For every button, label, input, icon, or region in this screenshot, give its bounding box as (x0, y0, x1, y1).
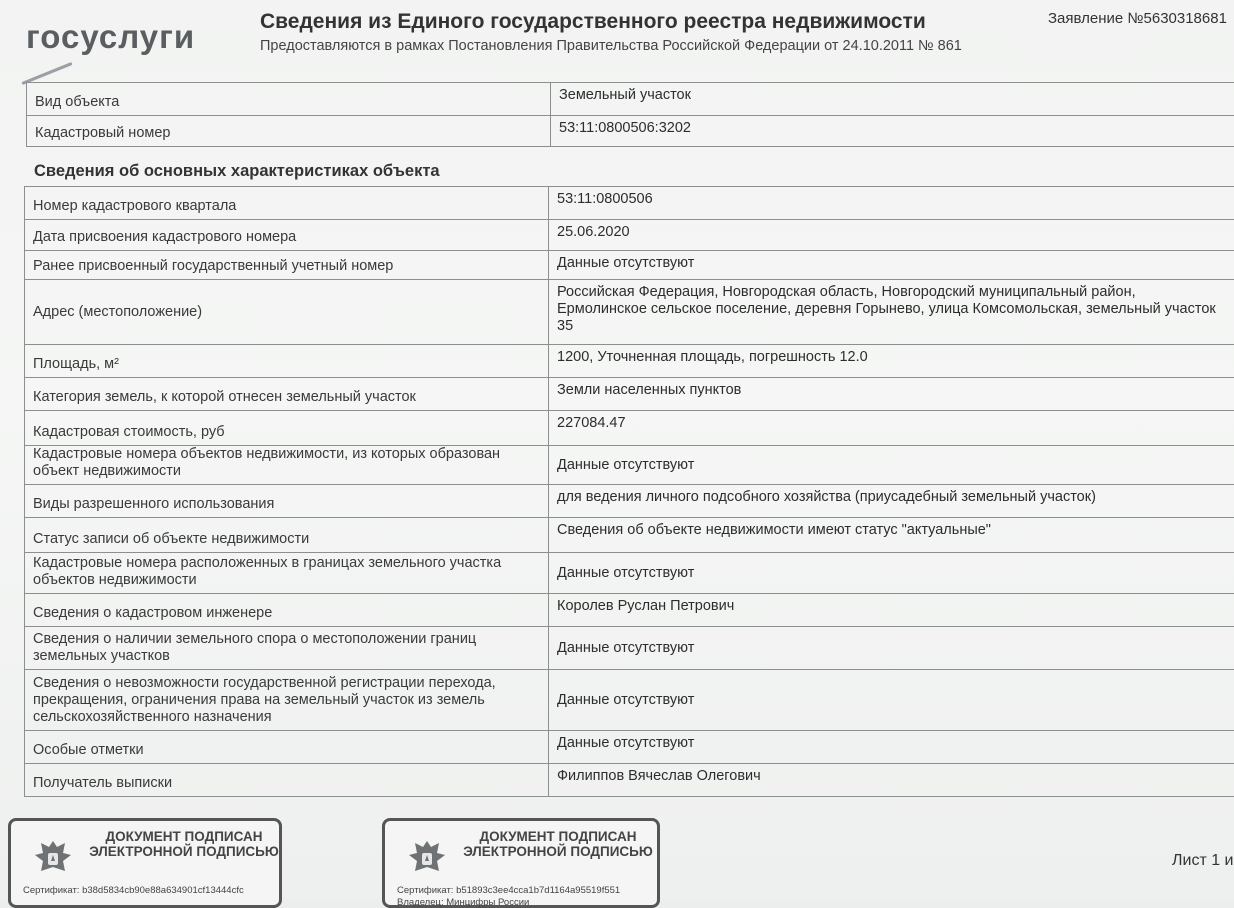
row-label: Статус записи об объекте недвижимости (25, 518, 549, 552)
table-row (25, 731, 1234, 764)
row-label: Виды разрешенного использования (25, 485, 549, 517)
row-label: Получатель выписки (25, 764, 549, 796)
stamp-certificate: Сертификат: b38d5834cb90e88a634901cf13444cfc (23, 885, 244, 896)
characteristics-table (24, 186, 1234, 797)
table-row (25, 280, 1234, 345)
row-value: Данные отсутствуют (557, 255, 695, 271)
stamp-owner: Владелец: Минцифры России (397, 897, 530, 908)
row-value: 53:11:0800506:3202 (559, 120, 691, 136)
document-title: Сведения из Единого государственного реестра недвижимости (260, 10, 926, 33)
row-label: Особые отметки (25, 731, 549, 763)
row-label: Кадастровый номер (27, 116, 551, 146)
table-row (27, 116, 1234, 147)
object-table (26, 82, 1234, 147)
row-value: 53:11:0800506 (557, 191, 653, 207)
row-label: Ранее присвоенный государственный учетный номер (25, 251, 549, 279)
stamp-certificate: Сертификат: b51893c3ee4cca1b7d1164a95519f551 (397, 885, 621, 896)
coat-of-arms-icon (29, 835, 77, 883)
table-row (25, 764, 1234, 797)
table-row (25, 670, 1234, 731)
table-row (25, 251, 1234, 280)
document-subtitle: Предоставляются в рамках Постановления Правительства Российской Федерации от 24.10.2011 № 861 (260, 38, 962, 54)
table-row (25, 594, 1234, 627)
table-row (25, 553, 1234, 594)
row-value: Данные отсутствуют (557, 639, 695, 656)
row-value: Данные отсутствуют (557, 456, 695, 473)
row-value: Данные отсутствуют (557, 735, 695, 751)
sheet-number: Лист 1 и (1172, 852, 1234, 869)
row-value: Данные отсутствуют (557, 564, 695, 581)
table-row (25, 518, 1234, 553)
row-value: Российская Федерация, Новгородская область, Новгородский муниципальный район, Ермолинское сельское поселение, деревня Горынево, улица Комсомольская, земельный участок 35 (557, 284, 1216, 334)
row-label: Кадастровые номера расположенных в границах земельного участка объектов недвижимости (25, 553, 549, 593)
coat-of-arms-icon (403, 835, 451, 883)
table-row (25, 627, 1234, 670)
row-label: Сведения о невозможности государственной регистрации перехода, прекращения, ограничения права на земельный участок из земель сельскохозяйственного назначения (25, 670, 549, 730)
row-label: Номер кадастрового квартала (25, 187, 549, 219)
row-label: Сведения о наличии земельного спора о местоположении границ земельных участков (25, 627, 549, 669)
row-value: Земли населенных пунктов (557, 382, 742, 398)
stamp-title: ДОКУМЕНТ ПОДПИСАН ЭЛЕКТРОННОЙ ПОДПИСЬЮ (463, 829, 653, 859)
signature-stamp (382, 818, 660, 908)
table-row (25, 485, 1234, 518)
row-value: Данные отсутствуют (557, 691, 695, 708)
row-label: Вид объекта (27, 83, 551, 115)
application-number: Заявление №5630318681 (1048, 10, 1227, 27)
table-row (27, 83, 1234, 116)
section-title: Сведения об основных характеристиках объекта (34, 162, 440, 180)
row-label: Площадь, м² (25, 345, 549, 377)
row-label: Дата присвоения кадастрового номера (25, 220, 549, 250)
row-label: Кадастровые номера объектов недвижимости, из которых образован объект недвижимости (25, 446, 549, 484)
row-label: Сведения о кадастровом инженере (25, 594, 549, 626)
row-label: Адрес (местоположение) (25, 280, 549, 344)
table-row (25, 446, 1234, 485)
row-value: Филиппов Вячеслав Олегович (557, 768, 761, 784)
table-row (25, 378, 1234, 411)
row-value: Королев Руслан Петрович (557, 598, 735, 614)
row-value: для ведения личного подсобного хозяйства (приусадебный земельный участок) (557, 489, 1096, 505)
gosuslugi-logo: госуслуги (26, 18, 196, 55)
row-label: Категория земель, к которой отнесен земельный участок (25, 378, 549, 410)
table-row (25, 220, 1234, 251)
table-row (25, 411, 1234, 446)
row-value: Сведения об объекте недвижимости имеют статус "актуальные" (557, 522, 991, 538)
table-row (25, 187, 1234, 220)
stamp-title: ДОКУМЕНТ ПОДПИСАН ЭЛЕКТРОННОЙ ПОДПИСЬЮ (89, 829, 279, 859)
table-row (25, 345, 1234, 378)
row-label: Кадастровая стоимость, руб (25, 411, 549, 445)
row-value: Земельный участок (559, 87, 691, 103)
row-value: 227084.47 (557, 415, 626, 431)
row-value: 25.06.2020 (557, 224, 630, 240)
signature-stamp (8, 818, 282, 908)
row-value: 1200, Уточненная площадь, погрешность 12.0 (557, 349, 868, 365)
